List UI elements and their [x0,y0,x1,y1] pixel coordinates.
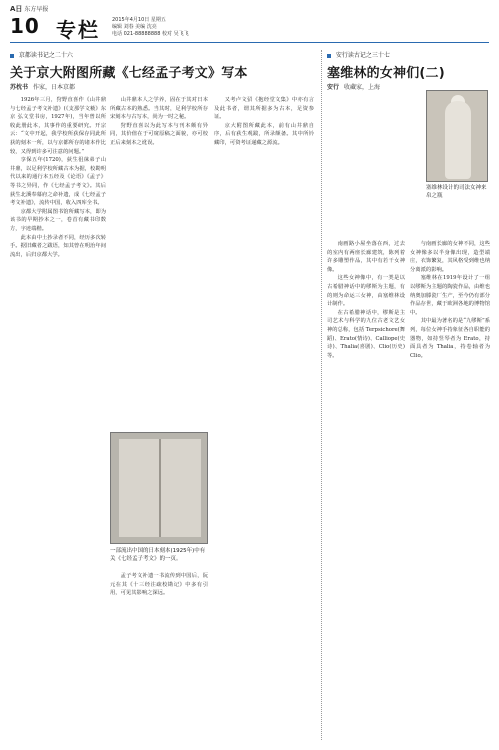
section-title: 专栏 [56,18,100,42]
header-rule [10,42,489,43]
right-paragraph: 在古希腊神话中，缪斯是主司艺术与科学的九位古老文艺女神的总称，包括 Terpsichore(舞蹈)、Erato(情诗)、Calliope(史诗)、Thalia(喜剧)、Clio(历史)等。 [327,309,405,359]
goddess-vase-image [426,90,488,182]
left-byline [10,82,75,91]
right-figure-caption: 塞维林设计的司法女神来帛之瓶 [426,185,487,199]
paper-name: 东方早报 [24,6,49,13]
left-article-title: 关于京大附图所藏《七经孟子考文》写本 [10,66,248,81]
section-prefix: A日 [10,5,23,13]
statue-body-shape [445,101,471,179]
right-paragraph: 这些女神像中，有一类是以古希腊神话中的缪斯为主题，有的则为命运三女神，由塞维林设计制作。 [327,275,405,308]
page-number: 10 [10,14,40,38]
left-paragraph: 1926年三月，狩野直喜作《山井鼎与七经孟子考文补遗》(《支那学文薮》东京 弘文堂书房，1927年)，当年曾以所收此册此本，其事作的重要研究。开宗云：“文中开起，我学校所获保存同此所获的刻本一所，以与京都所存的诸本作比较，又得到许多可注意的问题。” [10,97,106,155]
column-divider [321,50,322,740]
right-paragraph: 南画路小屋坐落在西，过去的室内有两座长廊建筑，陈列着许多雕塑作品，其中有若干女神像。 [327,241,405,273]
left-col-1 [10,96,106,740]
header-meta [112,17,189,38]
right-col-1 [327,240,405,740]
right-paragraph: 塞维林在1919年设计了一组以缪斯为主题的陶瓷作品，由维也纳奥加滕瓷厂生产，至今仍有部分作品存世，藏于欧洲各地的博物馆中。 [410,275,490,316]
meta-line-contact: 电话 021-88888888 校对 吴飞飞 [112,31,189,37]
left-paragraph: 又考卢文弨《抱经堂文集》中亦有言及此书者，谓其所据多为古本，足资参证。 [214,97,314,121]
left-kicker-text: 京都读书记之二十六 [18,52,73,59]
left-author-note: 作家，日本京都 [32,84,75,91]
right-byline [327,82,380,91]
left-figure-caption: 一部流出中国的日本刻本(1925年)中有关《七经孟子考文》的一页。 [110,548,206,562]
left-kicker [10,50,73,59]
left-paragraph: 京大附图所藏此本，前有山井鼎自序，后有荻生观跋，所录颇备。其中所钤藏印，可资考证递藏之源流。 [214,122,314,146]
kicker-bullet-icon [327,54,331,58]
book-page-image [110,432,208,544]
page-header [0,0,499,42]
paper-masthead [10,4,48,14]
right-paragraph: 与南画长廊的女神不同，这些女神像多以半身像出现，造型端庄，衣饰繁复，其风格受到维也纳分离派的影响。 [410,241,490,273]
right-author-note: 收藏家，上海 [343,84,380,91]
right-article-title: 塞维林的女神们(二) [327,66,445,81]
right-author-name: 安行 [327,84,340,91]
meta-line-editors: 编辑 刘春 美编 沈亮 [112,24,157,30]
left-paragraph: 孟子考文补遗一书流传到中国后，阮元在其《十三经注疏校勘记》中多有引用，可见其影响之深远。 [110,573,208,597]
left-paragraph: 山井鼎本人之学养，固在于其对日本所藏古本的熟悉。当其时，足利学校所存宋刻本与古写本，尚为一时之秘。 [110,97,208,121]
left-paragraph: 狩野直喜以为此写本与刊本颇有异同，其价值在于可窥原稿之面貌，亦可校正后来刻本之讹误。 [110,122,208,146]
right-paragraph: 其中最为著名的是“九缪斯”系列，每位女神手持象征各自职能的器物，如持竖琴者为 Erato，持面具者为 Thalia，持卷轴者为 Clio。 [410,318,490,359]
left-paragraph: 享保五年(1720)，荻生徂徕弟子山井鼎，以足利学校所藏古本为据，校勘明代以来的通行本五经及《论语》《孟子》等书之异同，作《七经孟子考文》。其后荻生北溪奉幕府之命补遗，成《七经孟子考文补遗》，流传中国，收入四库全书。 [10,157,106,207]
left-col-2-lower [110,572,208,740]
right-kicker-text: 安行读古记之三十七 [335,52,390,59]
book-page-illustration [119,439,201,537]
kicker-bullet-icon [10,54,14,58]
left-author-name: 苏枕书 [10,84,29,91]
meta-line-date: 2015年4月10日 星期五 [112,17,166,23]
right-col-2 [410,240,490,740]
left-col-3 [214,96,314,740]
left-paragraph: 京都大学附属图书馆所藏写本，即为该书的早期抄本之一，卷首有藏书印数方，字迹端楷。 [10,208,106,232]
right-kicker [327,50,390,59]
left-paragraph: 此本由中土抄录者不同，经历多次转手。据旧藏者之跋语，知其曾在明治年间流出，后归京都大学。 [10,234,106,258]
left-col-2 [110,96,208,426]
